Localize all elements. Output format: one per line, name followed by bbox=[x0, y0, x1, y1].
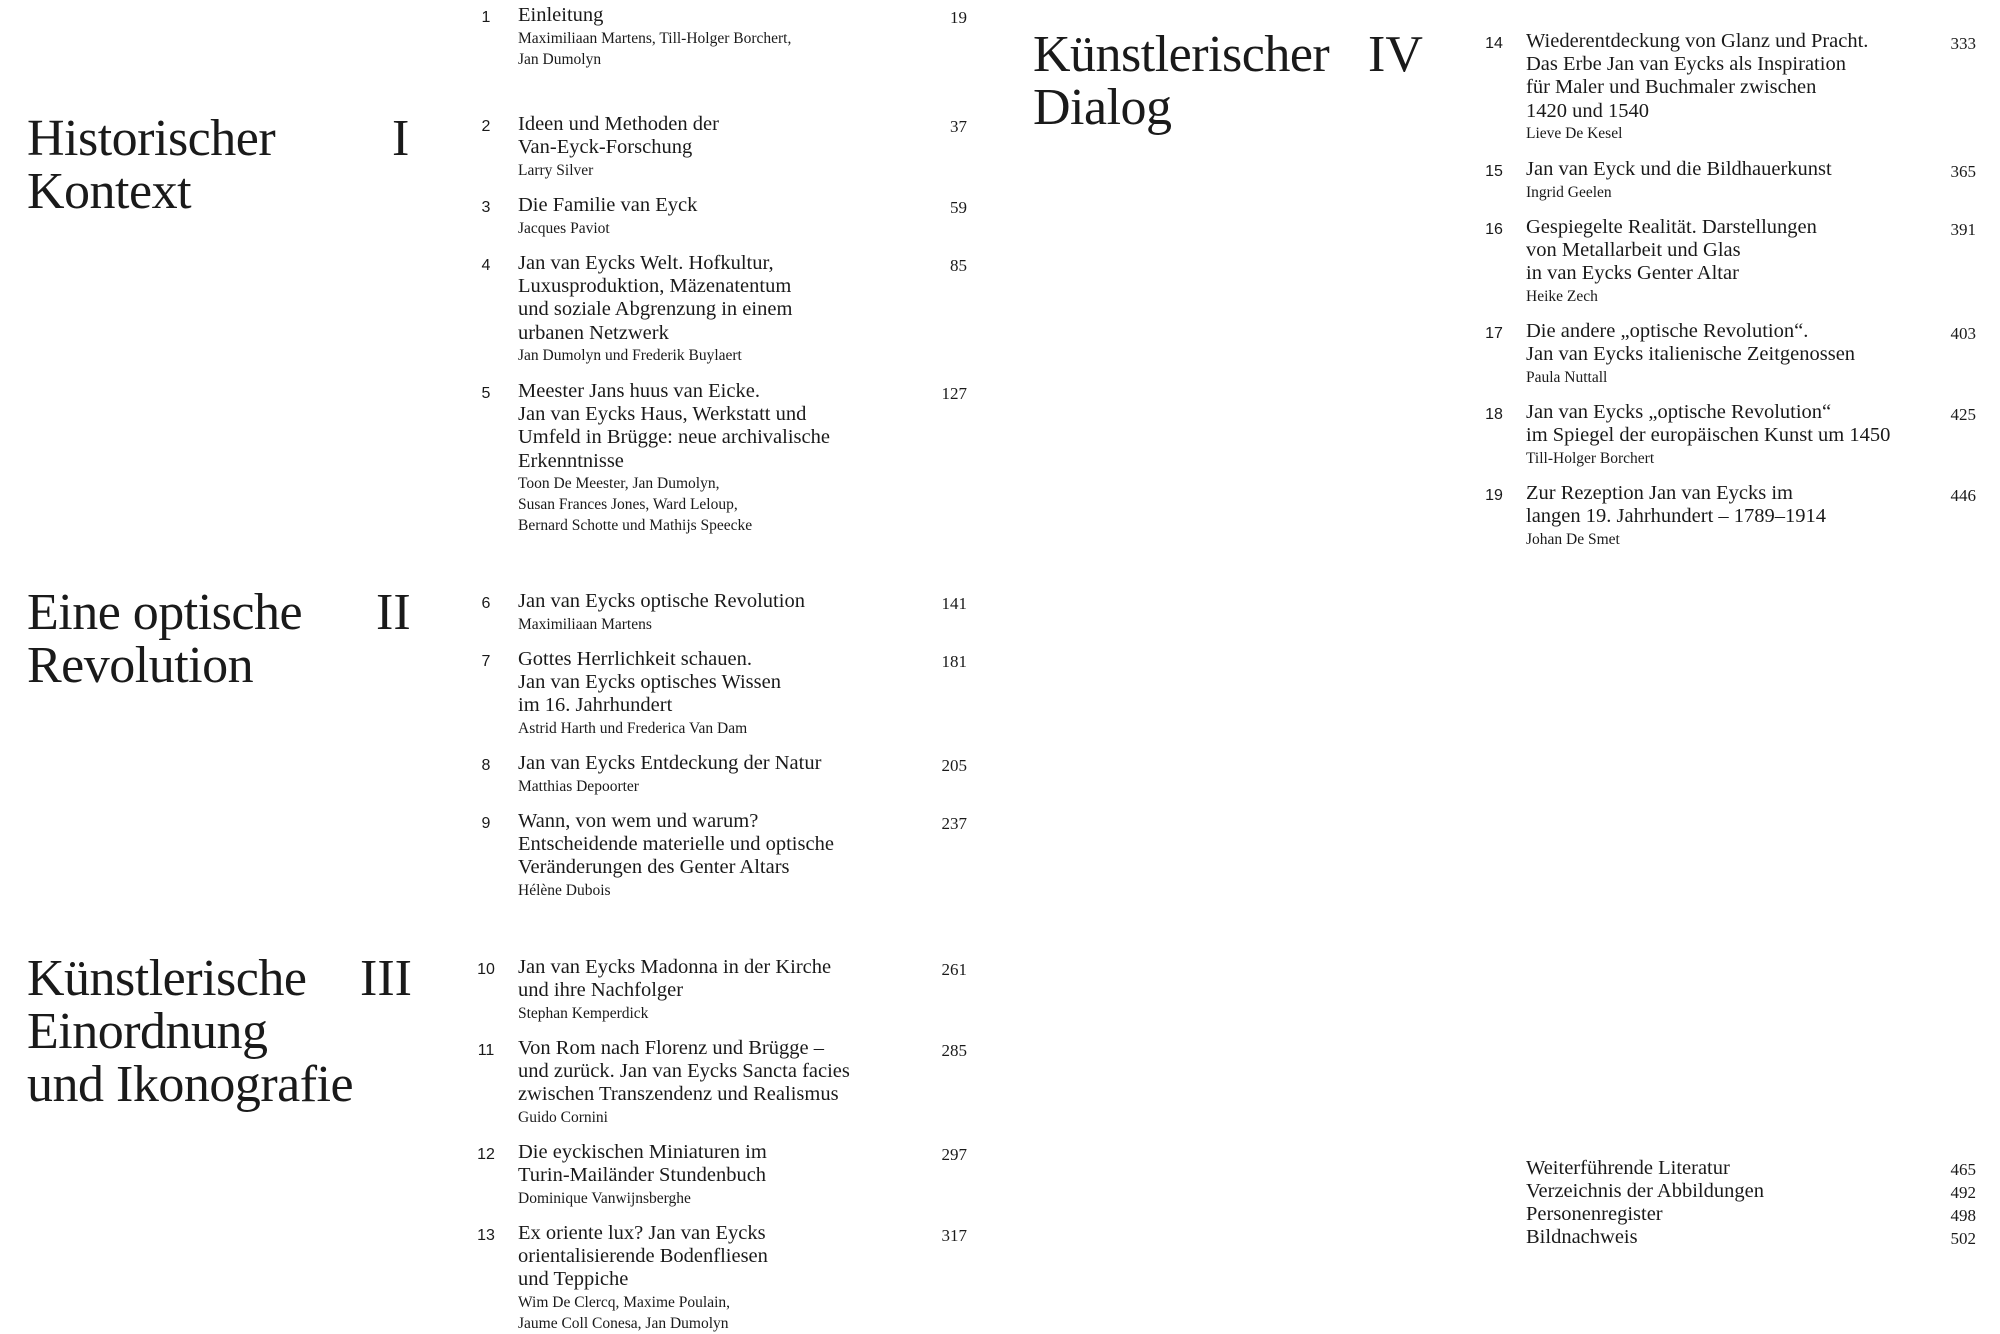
entry-authors: Maximiliaan Martens bbox=[518, 616, 652, 633]
entry-number: 11 bbox=[477, 1042, 495, 1059]
section-title-3: Künstlerische Einordnung und Ikonografie bbox=[27, 950, 354, 1113]
entry-number: 3 bbox=[481, 199, 491, 216]
section-title-4: Künstlerischer Dialog bbox=[1033, 26, 1330, 136]
entry-authors: Till-Holger Borchert bbox=[1526, 450, 1655, 467]
entry-title: Meester Jans huus van Eicke. Jan van Eycks Haus, Werkstatt und Umfeld in Brügge: neue archivalische Erkenntnisse bbox=[518, 380, 830, 472]
entry-authors: Jacques Paviot bbox=[518, 220, 610, 237]
entry-authors: Astrid Harth und Frederica Van Dam bbox=[518, 720, 748, 737]
section-roman-1: I bbox=[392, 110, 410, 167]
entry-authors: Jan Dumolyn und Frederik Buylaert bbox=[518, 347, 742, 364]
entry-number: 6 bbox=[481, 595, 491, 612]
entry-page-number: 19 bbox=[950, 8, 967, 27]
entry-number: 18 bbox=[1485, 406, 1503, 423]
entry-title: Jan van Eycks „optische Revolution“ im Spiegel der europäischen Kunst um 1450 bbox=[1526, 401, 1891, 447]
entry-authors: Heike Zech bbox=[1526, 288, 1598, 305]
section-roman-2: II bbox=[376, 584, 411, 641]
entry-page-number: 317 bbox=[941, 1226, 967, 1245]
backmatter-image-credits[interactable] bbox=[1526, 1226, 1984, 1249]
entry-title: Von Rom nach Florenz und Brügge – und zurück. Jan van Eycks Sancta facies zwischen Transzendenz und Realismus bbox=[518, 1037, 850, 1106]
entry-number: 12 bbox=[477, 1146, 495, 1163]
entry-title: Wiederentdeckung von Glanz und Pracht. Das Erbe Jan van Eycks als Inspiration für Maler und Buchmaler zwischen 1420 und 1540 bbox=[1526, 30, 1869, 122]
entry-page-number: 425 bbox=[1950, 405, 1976, 424]
entry-page-number: 127 bbox=[941, 384, 967, 403]
entry-title: Zur Rezeption Jan van Eycks im langen 19. Jahrhundert – 1789–1914 bbox=[1526, 482, 1827, 528]
entry-page-number: 446 bbox=[1950, 486, 1976, 505]
backmatter-page-number: 465 bbox=[1950, 1160, 1976, 1179]
entry-authors: Paula Nuttall bbox=[1526, 369, 1608, 386]
entry-number: 9 bbox=[481, 815, 491, 832]
section-roman-4: IV bbox=[1368, 26, 1423, 83]
section-title-1: Historischer Kontext bbox=[27, 110, 276, 220]
entry-page-number: 141 bbox=[941, 594, 967, 613]
entry-number: 2 bbox=[481, 118, 491, 135]
entry-title: Gottes Herrlichkeit schauen. Jan van Eycks optisches Wissen im 16. Jahrhundert bbox=[518, 648, 781, 717]
entry-authors: Hélène Dubois bbox=[518, 882, 611, 899]
backmatter-page-number: 498 bbox=[1950, 1206, 1976, 1225]
entry-title: Gespiegelte Realität. Darstellungen von Metallarbeit und Glas in van Eycks Genter Altar bbox=[1526, 216, 1817, 285]
entry-number: 19 bbox=[1485, 487, 1503, 504]
entry-number: 14 bbox=[1485, 35, 1503, 52]
entry-authors: Maximiliaan Martens, Till-Holger Borchert, Jan Dumolyn bbox=[518, 30, 792, 68]
backmatter-label: Bildnachweis bbox=[1526, 1226, 1638, 1248]
entry-title: Einleitung bbox=[518, 4, 604, 26]
backmatter-literature[interactable] bbox=[1526, 1157, 1984, 1180]
entry-number: 16 bbox=[1485, 221, 1503, 238]
entry-page-number: 391 bbox=[1950, 220, 1976, 239]
backmatter-page-number: 502 bbox=[1950, 1229, 1976, 1248]
section-title-2: Eine optische Revolution bbox=[27, 584, 303, 694]
backmatter-label: Personenregister bbox=[1526, 1203, 1663, 1225]
entry-number: 17 bbox=[1485, 325, 1503, 342]
entry-title: Die eyckischen Miniaturen im Turin-Mailänder Stundenbuch bbox=[518, 1141, 767, 1187]
entry-authors: Wim De Clercq, Maxime Poulain, Jaume Coll Conesa, Jan Dumolyn bbox=[518, 1294, 731, 1332]
entry-title: Jan van Eyck und die Bildhauerkunst bbox=[1526, 158, 1832, 180]
backmatter-illustrations[interactable] bbox=[1526, 1180, 1984, 1203]
entry-number: 10 bbox=[477, 961, 495, 978]
entry-page-number: 205 bbox=[941, 756, 967, 775]
entry-number: 4 bbox=[481, 257, 491, 274]
entry-page-number: 261 bbox=[941, 960, 967, 979]
backmatter-page-number: 492 bbox=[1950, 1183, 1976, 1202]
entry-title: Jan van Eycks Welt. Hofkultur, Luxusproduktion, Mäzenatentum und soziale Abgrenzung in einem urbanen Netzwerk bbox=[518, 252, 793, 344]
entry-page-number: 403 bbox=[1950, 324, 1976, 343]
backmatter-label: Verzeichnis der Abbildungen bbox=[1526, 1180, 1764, 1202]
entry-authors: Toon De Meester, Jan Dumolyn, Susan Frances Jones, Ward Leloup, Bernard Schotte und Mathijs Speecke bbox=[518, 475, 753, 534]
entry-page-number: 181 bbox=[941, 652, 967, 671]
entry-number: 13 bbox=[477, 1227, 495, 1244]
entry-page-number: 59 bbox=[950, 198, 967, 217]
backmatter-index[interactable] bbox=[1526, 1203, 1984, 1226]
entry-authors: Ingrid Geelen bbox=[1526, 184, 1612, 201]
entry-authors: Dominique Vanwijnsberghe bbox=[518, 1190, 691, 1207]
entry-authors: Stephan Kemperdick bbox=[518, 1005, 649, 1022]
entry-page-number: 333 bbox=[1950, 34, 1976, 53]
entry-number: 8 bbox=[481, 757, 491, 774]
entry-authors: Larry Silver bbox=[518, 162, 594, 179]
entry-authors: Guido Cornini bbox=[518, 1109, 608, 1126]
entry-number: 15 bbox=[1485, 163, 1503, 180]
entry-number: 1 bbox=[481, 9, 491, 26]
entry-title: Jan van Eycks Madonna in der Kirche und ihre Nachfolger bbox=[518, 956, 832, 1002]
entry-title: Jan van Eycks optische Revolution bbox=[518, 590, 805, 612]
entry-title: Die andere „optische Revolution“. Jan van Eycks italienische Zeitgenossen bbox=[1526, 320, 1856, 366]
backmatter-label: Weiterführende Literatur bbox=[1526, 1157, 1730, 1179]
entry-authors: Matthias Depoorter bbox=[518, 778, 639, 795]
entry-title: Ex oriente lux? Jan van Eycks orientalisierende Bodenfliesen und Teppiche bbox=[518, 1222, 768, 1291]
entry-authors: Lieve De Kesel bbox=[1526, 125, 1623, 142]
entry-page-number: 365 bbox=[1950, 162, 1976, 181]
entry-page-number: 85 bbox=[950, 256, 967, 275]
entry-page-number: 285 bbox=[941, 1041, 967, 1060]
section-roman-3: III bbox=[360, 950, 412, 1007]
entry-page-number: 297 bbox=[941, 1145, 967, 1164]
entry-title: Wann, von wem und warum? Entscheidende materielle und optische Veränderungen des Genter Altars bbox=[518, 810, 834, 879]
entry-number: 5 bbox=[481, 385, 491, 402]
entry-number: 7 bbox=[481, 653, 491, 670]
entry-page-number: 37 bbox=[950, 117, 967, 136]
entry-page-number: 237 bbox=[941, 814, 967, 833]
entry-authors: Johan De Smet bbox=[1526, 531, 1620, 548]
entry-title: Ideen und Methoden der Van-Eyck-Forschung bbox=[518, 113, 719, 159]
entry-title: Die Familie van Eyck bbox=[518, 194, 698, 216]
entry-title: Jan van Eycks Entdeckung der Natur bbox=[518, 752, 822, 774]
